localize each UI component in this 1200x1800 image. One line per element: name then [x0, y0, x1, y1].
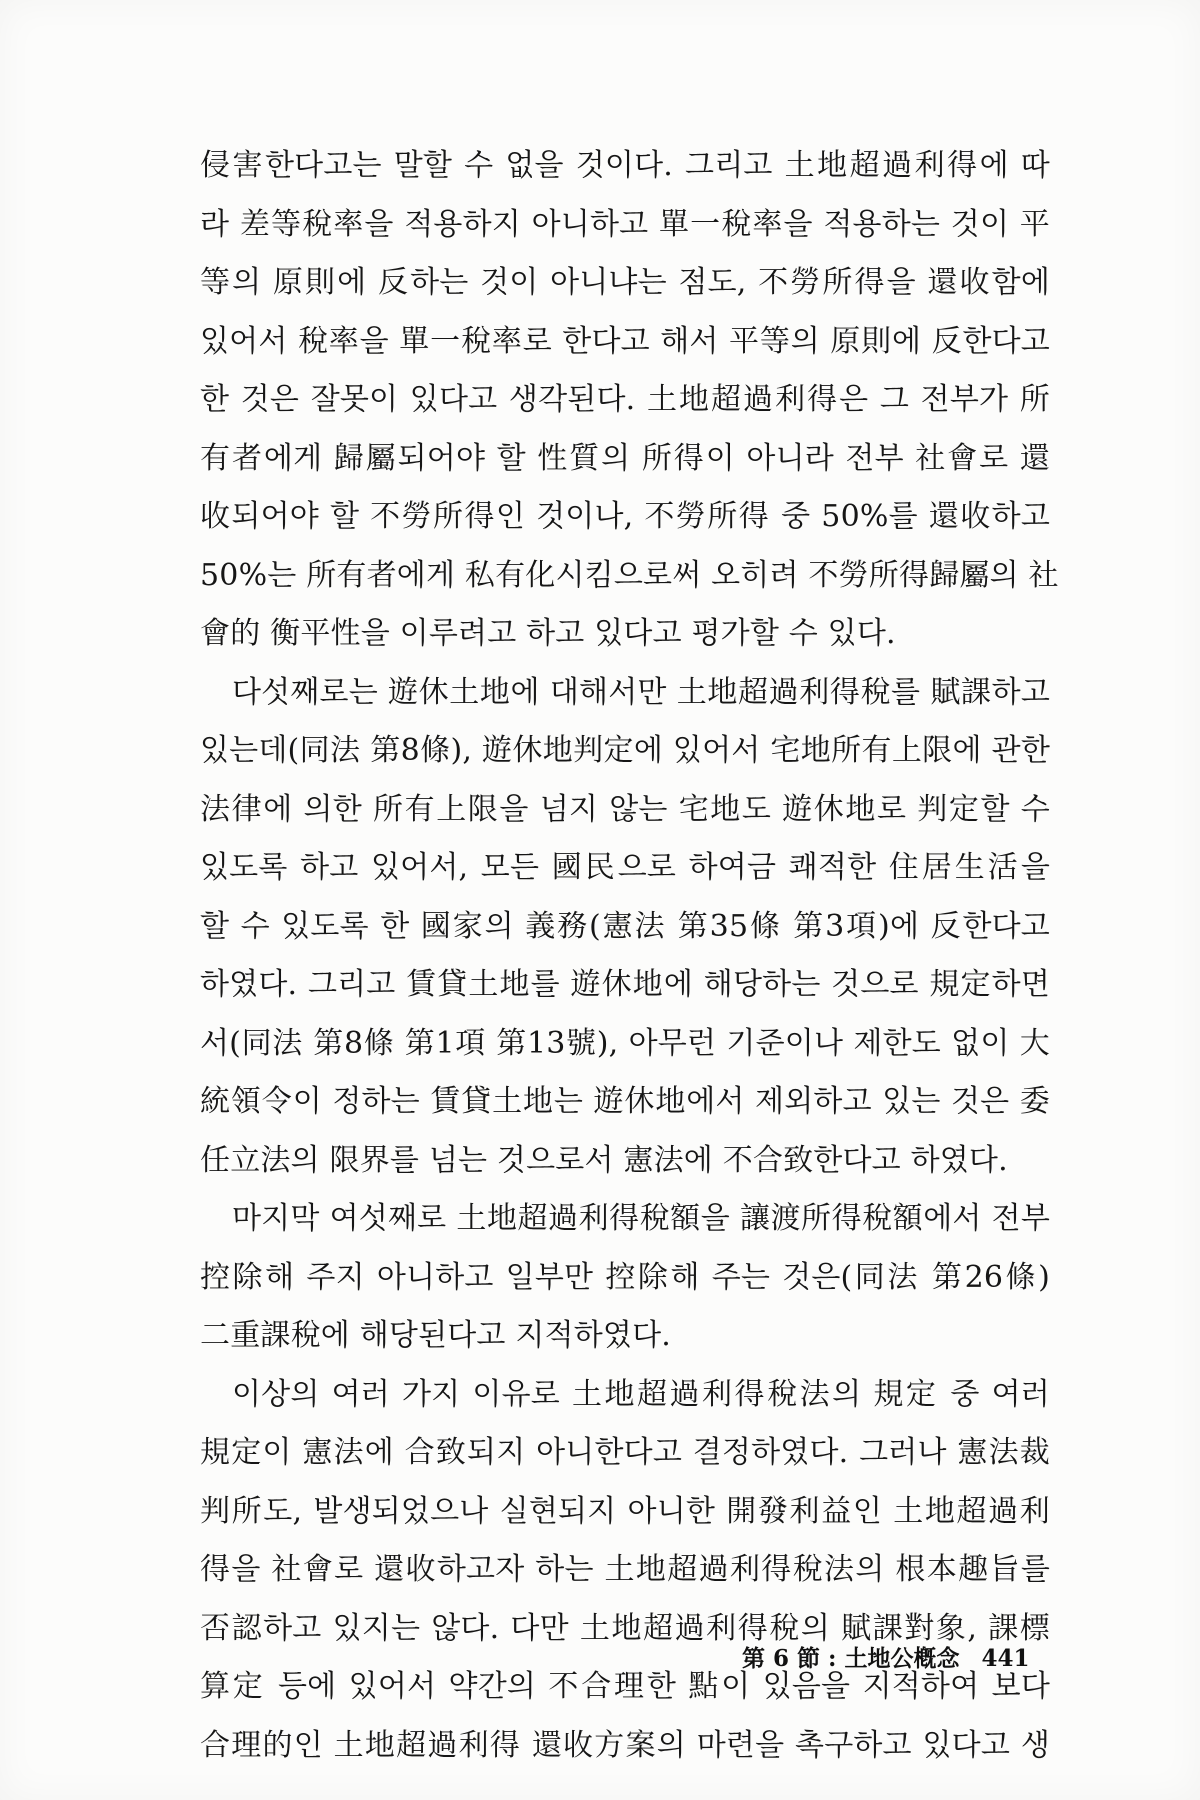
paragraph-start-line: 마지막 여섯째로 土地超過利得稅額을 讓渡所得稅額에서 전부	[232, 1201, 1050, 1236]
text-line: 合理的인 土地超過利得 還收方案의 마련을 촉구하고 있다고 생	[200, 1727, 1050, 1763]
text-line: 會的 衡平性을 이루려고 하고 있다고 평가할 수 있다.	[200, 616, 896, 651]
text-line: 統領令이 정하는 賃貸土地는 遊休地에서 제외하고 있는 것은 委	[200, 1084, 1050, 1119]
page-footer	[742, 1640, 1030, 1673]
text-line: 侵害한다고는 말할 수 없을 것이다. 그리고 土地超過利得에 따	[200, 148, 1050, 183]
paragraph-start-line: 다섯째로는 遊休土地에 대해서만 土地超過利得稅를 賦課하고	[232, 674, 1050, 710]
text-line: 任立法의 限界를 넘는 것으로서 憲法에 不合致한다고 하였다.	[200, 1142, 1008, 1178]
text-line: 50%는 所有者에게 私有化시킴으로써 오히려 不勞所得歸屬의 社	[200, 557, 1059, 593]
text-line: 規定이 憲法에 合致되지 아니한다고 결정하였다. 그러나 憲法裁	[200, 1435, 1050, 1470]
paragraph-start-line: 이상의 여러 가지 이유로 土地超過利得稅法의 規定 중 여러	[232, 1376, 1050, 1412]
text-line: 否認하고 있지는 않다. 다만 土地超過利得稅의 賦課對象, 課標	[200, 1610, 1050, 1646]
text-line: 收되어야 할 不勞所得인 것이나, 不勞所得 중 50%를 還收하고	[200, 499, 1050, 534]
text-line: 할 수 있도록 한 國家의 義務(憲法 第35條 第3項)에 反한다고	[200, 908, 1050, 944]
text-line: 있도록 하고 있어서, 모든 國民으로 하여금 쾌적한 住居生活을	[200, 850, 1050, 885]
text-line: 二重課稅에 해당된다고 지적하였다.	[200, 1318, 671, 1353]
text-line: 서(同法 第8條 第1項 第13號), 아무런 기준이나 제한도 없이 大	[200, 1025, 1050, 1061]
text-line: 判所도, 발생되었으나 실현되지 아니한 開發利益인 土地超過利	[200, 1493, 1050, 1529]
page-number: 441	[981, 1645, 1030, 1672]
text-line: 한 것은 잘못이 있다고 생각된다. 土地超過利得은 그 전부가 所	[200, 382, 1050, 417]
text-line: 라 差等稅率을 적용하지 아니하고 單一稅率을 적용하는 것이 平	[200, 206, 1050, 242]
text-line: 法律에 의한 所有上限을 넘지 않는 宅地도 遊休地로 判定할 수	[200, 791, 1050, 827]
text-line: 等의 原則에 反하는 것이 아니냐는 점도, 不勞所得을 還收함에	[200, 265, 1050, 300]
text-line: 있어서 稅率을 單一稅率로 한다고 해서 平等의 原則에 反한다고	[200, 323, 1050, 359]
section-title: 第 6 節 : 土地公槪念	[742, 1645, 960, 1672]
text-line: 得을 社會로 還收하고자 하는 土地超過利得稅法의 根本趣旨를	[200, 1552, 1050, 1587]
text-line: 控除해 주지 아니하고 일부만 控除해 주는 것은(同法 第26條)	[200, 1259, 1050, 1295]
text-line: 있는데(同法 第8條), 遊休地判定에 있어서 宅地所有上限에 관한	[200, 733, 1050, 768]
body-text	[200, 137, 1059, 1775]
text-line: 하였다. 그리고 賃貸土地를 遊休地에 해당하는 것으로 規定하면	[200, 967, 1050, 1002]
text-line: 算定 등에 있어서 약간의 不合理한 點이 있음을 지적하여 보다	[200, 1669, 1050, 1704]
text-line: 有者에게 歸屬되어야 할 性質의 所得이 아니라 전부 社會로 還	[200, 440, 1050, 476]
